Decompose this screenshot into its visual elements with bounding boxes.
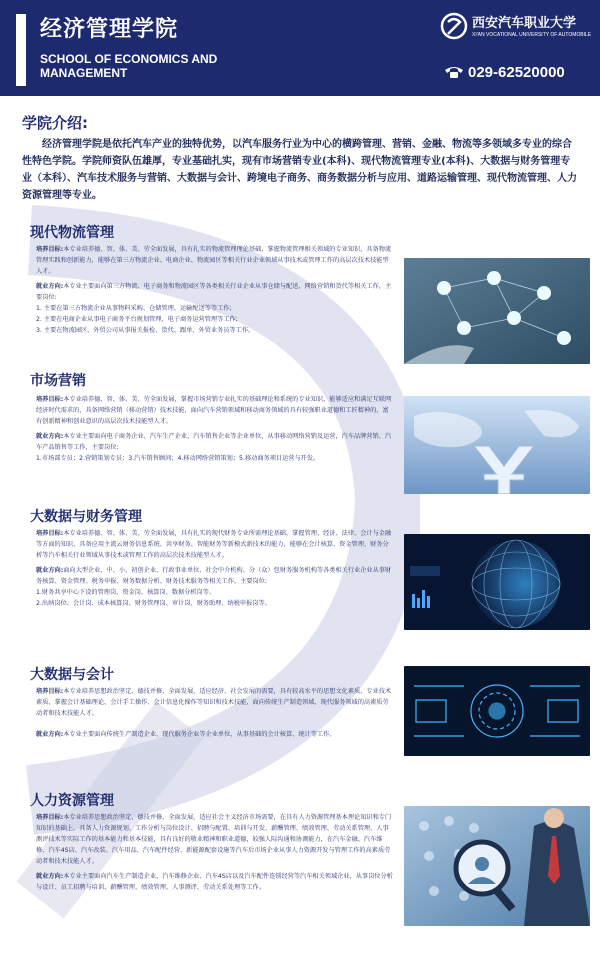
position-item: 1. 主要在第三方物流企业从事物料采购、仓储管理、运输配送等等工作; [36,305,232,312]
logistics-network-image [404,258,590,364]
phone-number: 029-62520000 [468,64,565,81]
university-name-cn: 西安汽车职业大学 [472,16,577,31]
employ-label: 就业方向: [36,283,64,290]
employ-paragraph [36,729,394,740]
position-item: 3. 主要在物流园区、外贸公司从事报关报检、货代、跟单、外贸业务员等工作。 [36,327,255,334]
employ-text: 面向大型企业、中、小、初创企业、行政事业单位、社会中介机构、分（众）包财务服务机构等各类相关行业企业从事财务核算、资金管理、税务申报、财务数据分析、财务技术服务等相关工作，主要岗位: [36,567,392,585]
college-title-en: SCHOOL OF ECONOMICS AND MANAGEMENT [40,52,218,80]
employ-paragraph [36,431,394,464]
goal-label: 培养目标: [36,396,64,403]
employ-text: 本专业主要面向汽车生产制造企业、汽车维修企业、汽车4S店以及汽车配件连锁经营等汽车相关领域企业，从事岗位分析与设计、员工招聘与培训、薪酬管理、绩效管理、人事测评、劳动关系处理等工作。 [36,873,393,891]
intro-text: 经济管理学院是依托汽车产业的独特优势，以汽车服务行业为中心的横跨管理、营销、金融、物流等多领域多专业的综合性特色学院。学院师资队伍雄厚，专业基础扎实，现有市场营销专业(本科)、现代物流管理专业(本科)、大数据与财务管理专业（本科）、汽车技术服务与营销、大数据与会计、跨境电子商务、商务数据分析与应用、道路运输管理、现代物流管理、人力资源管理等专业。 [22,139,577,201]
major-section-bigdata-accounting [0,664,600,784]
major-title: 市场营销 [30,373,86,389]
goal-label: 培养目标: [36,246,64,253]
telephone-icon [444,65,464,79]
goal-label: 培养目标: [36,814,64,821]
tech-hud-image [404,666,590,756]
employ-text: 本专业主要面向第三方物流、电子商务和物流园区等各类相关行业企业从事仓储与配送、网络营销和货代等相关工作，主要岗位: [36,283,392,301]
goal-paragraph [36,244,394,277]
major-title: 现代物流管理 [30,225,114,241]
employ-label: 就业方向: [36,567,64,574]
hr-magnifier-image [404,806,590,926]
major-section-bigdata-finance [0,506,600,656]
intro-heading: 学院介绍: [22,114,88,132]
employ-paragraph [36,565,394,609]
college-title-cn: 经济管理学院 [40,17,179,42]
employ-paragraph [36,871,394,893]
major-body [36,528,394,613]
goal-text: 本专业培养德、智、体、美、劳全面发展，掌握市场营销专业扎实的基础理论和系统的专业知识，能够适应和满足互联网经济时代需求的，具备网络营销（移动营销）技术技能，面向汽车营销领域和移动商务领域的具有较强职业道德和工匠精神的，富有创新精神和创业意识的高层次技术技能型人才。 [36,396,392,425]
major-section-marketing [0,370,600,500]
goal-label: 培养目标: [36,530,64,537]
major-title: 人力资源管理 [30,793,114,809]
goal-paragraph [36,812,394,867]
goal-paragraph [36,394,394,427]
major-section-hr [0,790,600,958]
university-logo-icon [440,12,468,40]
employ-label: 就业方向: [36,433,64,440]
page-header [0,0,600,96]
position-item: 1.市场部专员；2.营销策划专员；3.汽车销售顾问；4.移动网络营销策划；5.移动商务项目运营与开发。 [36,455,320,462]
major-title: 大数据与财务管理 [30,509,142,525]
goal-paragraph [36,686,394,719]
major-body [36,812,394,897]
major-title: 大数据与会计 [30,667,114,683]
goal-text: 本专业培养思想政治坚定、德技并修、全面发展，适应社会主义经济市场需要，在具有人力资源管理基本理论知识和专门知识的基础上，具备人力资源规划、工作分析与岗位设计、招聘与配置、培训与开发、薪酬管理、绩效管理、劳动关系管理、人事测评技术等实际工作的基本能力和基本技能，具有良好的敬业精神和职业道德，较强人际沟通和协调能力，在汽车金融、汽车维修、汽车4S店、汽车改装、汽车用品、汽车配件经营、新能源配套设施等汽车后市场企业从事人力资源开发与管理工作的高素质劳动者和技术技能人才。 [36,814,392,865]
position-item: 2. 主要在电商企业从事电子商务平台规划管理、电子商务运营管理等工作; [36,316,238,323]
global-data-image [404,534,590,630]
goal-paragraph [36,528,394,561]
employ-paragraph [36,281,394,336]
university-logo [440,10,590,50]
finance-yuan-image [404,396,590,494]
university-name-en: XI'AN VOCATIONAL UNIVERSITY OF AUTOMOBILE [472,32,592,38]
position-item: 1.财务共享中心下设的管理岗、资金岗、核算岗、数据分析岗等。 [36,589,216,596]
goal-text: 本专业培养思想政治坚定、德技并修、全面发展，适应经济、社会发展的需要，具有较高水平的思想文化素质、专业技术素质，掌握会计基础理论、会计手工操作、会计信息化操作等知识和技术技能，面向传统生产制造领域、现代服务领域的高素质劳动者和技术技能人才。 [36,688,392,717]
major-body [36,686,394,744]
position-item: 2.出纳岗位、会计岗、成本核算岗、财务管理岗、审计岗、财务助理、纳税申报岗等。 [36,600,271,607]
major-body [36,394,394,468]
employ-text: 本专业主要面向传统生产制造企业、现代服务企业等企业单位，从事基础的会计核算、统计等工作。 [63,731,336,738]
header-accent-bar [16,14,26,86]
employ-label: 就业方向: [36,873,64,880]
major-section-logistics [0,222,600,372]
goal-text: 本专业培养德、智、体、美、劳全面发展，具有扎实的现代财务专业所需理论基础，掌握管理、经济、法律、会计与金融等方面的知识，具备应用主流云财务信息系统、共享财务、智能财务等新模式新技术的能力，能够在会计核算、资金管理、财务分析等汽车相关行业领域从事技术或管理工作的高层次技术技能型人才。 [36,530,392,559]
contact-phone [444,64,565,81]
goal-text: 本专业培养德、智、体、美、劳全面发展，具有扎实的物流管理理论基础，掌握物流管理相关领域的专业知识，具备物流管理实践和创新能力，能够在第三方物流企业、电商企业、物流园区等相关行业企业领域从事技术或管理工作的高层次技术技能型人才。 [36,246,392,275]
employ-label: 就业方向: [36,731,64,738]
major-body [36,244,394,340]
employ-text: 本专业主要面向电子商务企业、汽车生产企业、汽车销售企业等企业单位，从事移动网络营销及运营，汽车品牌营销、汽车产品销售等工作，主要岗位: [36,433,392,451]
goal-label: 培养目标: [36,688,64,695]
